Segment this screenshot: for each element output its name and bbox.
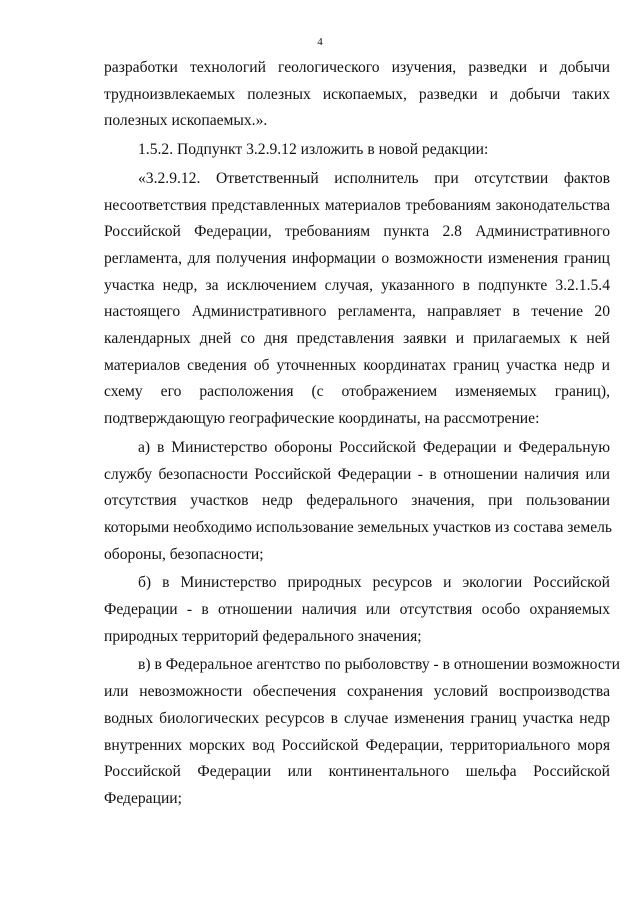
text-line: отсутствия участков недр федерального значения, при пользовании — [104, 492, 610, 510]
text-line: календарных дней со дня представления заявки и прилагаемых к ней — [104, 330, 610, 348]
text-line: б) в Министерство природных ресурсов и экологии Российской — [138, 574, 610, 592]
text-line: водных биологических ресурсов в случае изменения границ участка недр — [104, 709, 610, 727]
text-line: внутренних морских вод Российской Федерации, территориального моря — [104, 736, 610, 754]
document-body — [104, 55, 620, 815]
text-line: «3.2.9.12. Ответственный исполнитель при отсутствии фактов — [138, 169, 610, 187]
text-line: подтверждающую географические координаты, на рассмотрение: — [104, 410, 540, 428]
text-line: Федерации; — [104, 789, 182, 807]
list-item-a — [104, 435, 613, 569]
paragraph-continuation — [104, 55, 610, 135]
text-line: трудноизвлекаемых полезных ископаемых, разведки и добычи таких — [104, 85, 610, 103]
text-line: 1.5.2. Подпункт 3.2.9.12 изложить в новой редакции: — [138, 141, 489, 159]
text-line: обороны, безопасности; — [104, 545, 264, 563]
text-line: а) в Министерство обороны Российской Федерации и Федеральную — [138, 438, 610, 456]
text-line: Российской Федерации или континентального шельфа Российской — [104, 763, 610, 781]
text-line: Российской Федерации, требованиям пункта 2.8 Административного — [104, 223, 610, 241]
text-line: материалов сведения об уточненных координатах границ участка недр и — [104, 356, 610, 374]
paragraph-3-2-9-12 — [104, 166, 610, 433]
text-line: в) в Федеральное агентство по рыболовству - в отношении возможности — [138, 656, 620, 674]
page-number: 4 — [317, 36, 323, 48]
text-line: Федерации - в отношении наличия или отсутствия особо охраняемых — [104, 601, 610, 619]
text-line: регламента, для получения информации о возможности изменения границ — [104, 249, 610, 267]
text-line: или невозможности обеспечения сохранения условий воспроизводства — [104, 683, 610, 701]
text-line: настоящего Административного регламента, направляет в течение 20 — [104, 303, 610, 321]
text-line: схему его расположения (с отображением изменяемых границ), — [104, 383, 610, 401]
text-line: которыми необходимо использование земельных участков из состава земель — [104, 518, 613, 536]
text-line: полезных ископаемых.». — [104, 112, 268, 130]
list-item-b — [104, 570, 610, 650]
text-line: разработки технологий геологического изучения, разведки и добычи — [104, 59, 610, 76]
list-item-v — [104, 652, 620, 812]
text-line: несоответствия представленных материалов требованиям законодательства — [104, 196, 610, 214]
text-line: участка недр, за исключением случая, указанного в подпункте 3.2.1.5.4 — [104, 276, 610, 294]
text-line: природных территорий федерального значения; — [104, 627, 422, 645]
text-line: службу безопасности Российской Федерации - в отношении наличия или — [104, 465, 610, 483]
paragraph-1-5-2 — [104, 137, 610, 164]
